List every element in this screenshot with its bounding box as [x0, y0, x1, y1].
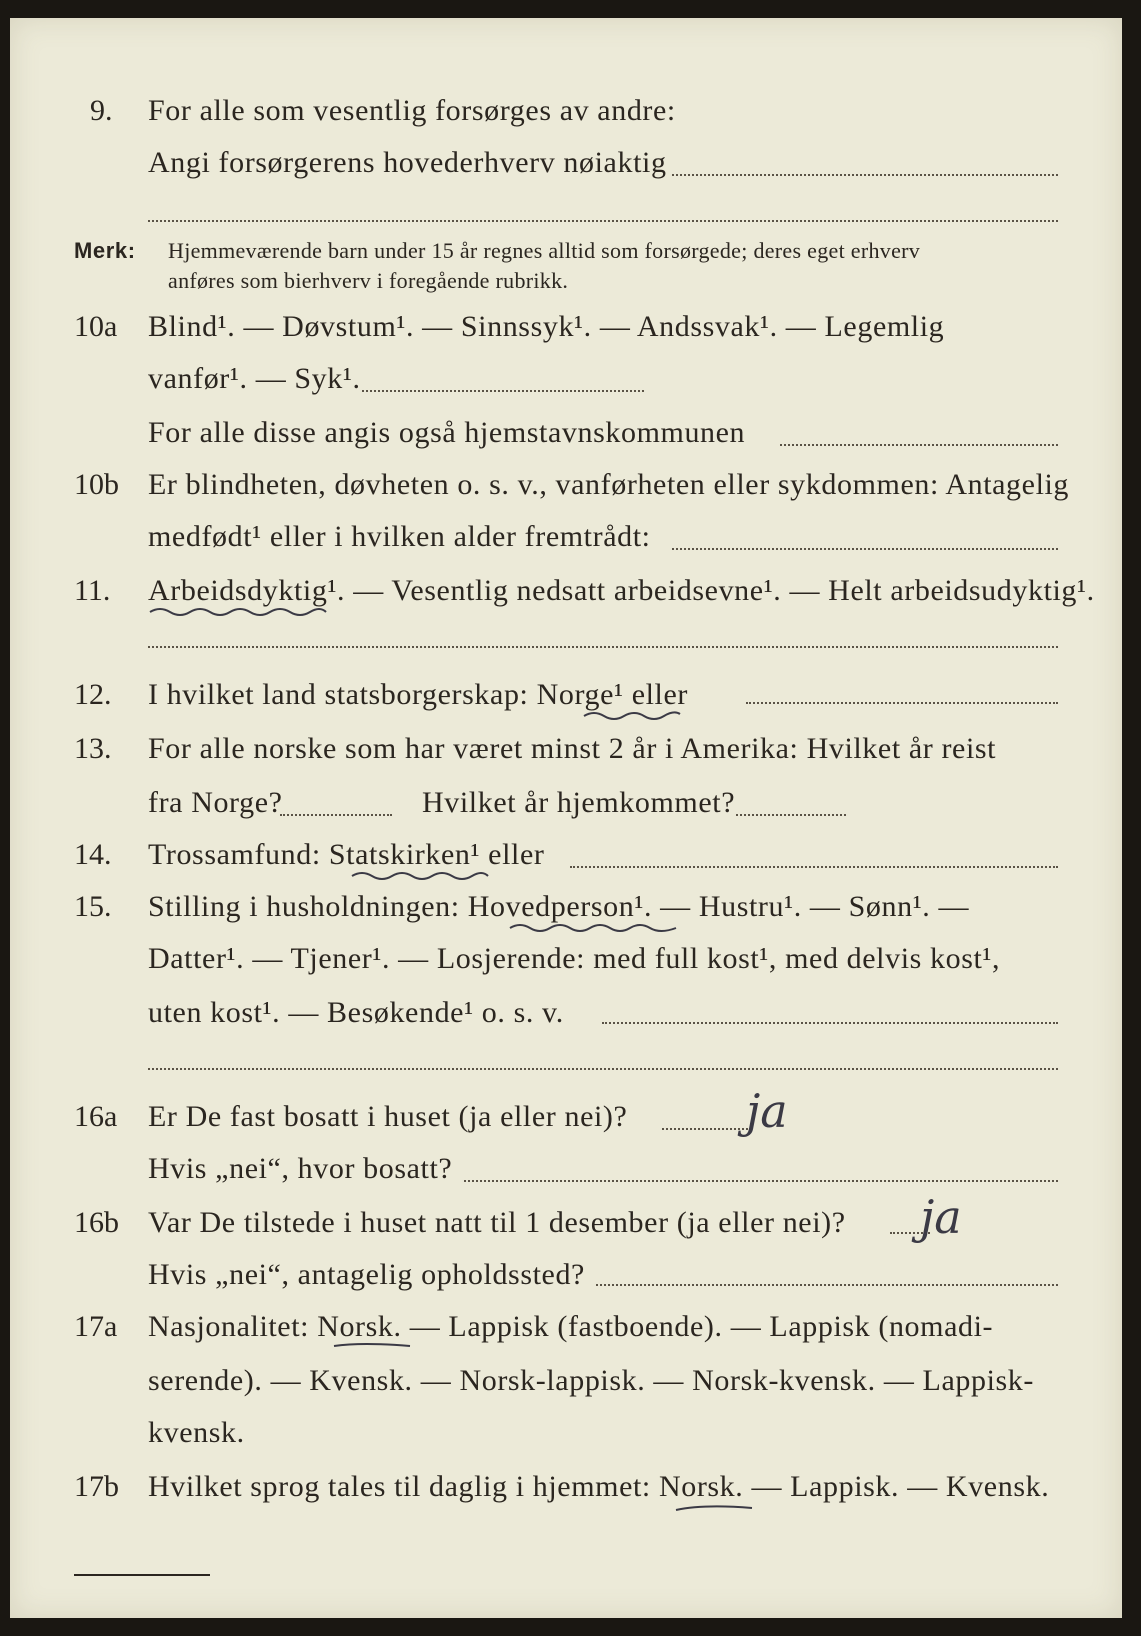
census-form-page	[10, 18, 1122, 1618]
q10a-answer-line[interactable]	[362, 390, 644, 392]
q15-line3: uten kost¹. — Besøkende¹ o. s. v.	[148, 996, 564, 1029]
q17a-line2: serende). — Kvensk. — Norsk-lappisk. — Norsk-kvensk. — Lappisk-	[148, 1364, 1034, 1397]
footnote-rule	[74, 1574, 210, 1576]
q14-number: 14.	[74, 838, 112, 871]
q16a-line2: Hvis „nei“, hvor bosatt?	[148, 1152, 453, 1185]
q12-number: 12.	[74, 678, 112, 711]
q16b-opholdssted-line[interactable]	[596, 1284, 1058, 1286]
q16b-line2: Hvis „nei“, antagelig opholdssted?	[148, 1258, 585, 1291]
q13-line2a: fra Norge?	[148, 786, 283, 819]
q16b-number: 16b	[74, 1206, 119, 1239]
q13-number: 13.	[74, 732, 112, 765]
q9-answer-line-2[interactable]	[148, 220, 1058, 222]
q10b-answer-line[interactable]	[672, 548, 1058, 550]
q10b-line2: medfødt¹ eller i hvilken alder fremtrådt:	[148, 520, 651, 553]
q10a-line2: vanfør¹. — Syk¹.	[148, 362, 361, 395]
q11-pencil-underline	[148, 604, 328, 618]
q9-line2: Angi forsørgerens hovederhverv nøiaktig	[148, 146, 667, 179]
q16a-bosatt-line[interactable]	[464, 1180, 1058, 1182]
q9-number: 9.	[90, 94, 113, 127]
q16a-number: 16a	[74, 1100, 118, 1133]
q16a-answer-line[interactable]	[662, 1128, 752, 1130]
q14-line1: Trossamfund: Statskirken¹ eller	[148, 838, 545, 871]
q9-line1: For alle som vesentlig forsørges av andre:	[148, 94, 676, 127]
q17b-pencil-underline	[674, 1502, 754, 1514]
q13-reist-year-line[interactable]	[280, 814, 392, 816]
q16a-line1: Er De fast bosatt i huset (ja eller nei)?	[148, 1100, 628, 1133]
q17a-pencil-underline	[332, 1340, 412, 1352]
q10b-line1: Er blindheten, døvheten o. s. v., vanførheten eller sykdommen: Antagelig	[148, 468, 1070, 501]
q17a-line1: Nasjonalitet: Norsk. — Lappisk (fastboende). — Lappisk (nomadi-	[148, 1310, 994, 1343]
q15-answer-line[interactable]	[602, 1022, 1058, 1024]
q10b-number: 10b	[74, 468, 119, 501]
q9-answer-line[interactable]	[672, 174, 1058, 176]
q17a-number: 17a	[74, 1310, 118, 1343]
q12-answer-line[interactable]	[746, 702, 1058, 704]
q11-answer-line[interactable]	[148, 646, 1058, 648]
q17b-line1: Hvilket sprog tales til daglig i hjemmet: Norsk. — Lappisk. — Kvensk.	[148, 1470, 1050, 1503]
q13-hjem-year-line[interactable]	[736, 814, 846, 816]
merk-line1: Hjemmeværende barn under 15 år regnes alltid som forsørgede; deres eget erhverv	[168, 238, 921, 263]
q16b-handwritten-answer: ja	[920, 1190, 962, 1244]
q15-number: 15.	[74, 890, 112, 923]
q16b-line1: Var De tilstede i huset natt til 1 desember (ja eller nei)?	[148, 1206, 846, 1239]
q15-line1: Stilling i husholdningen: Hovedperson¹. — Hustru¹. — Sønn¹. —	[148, 890, 970, 923]
q12-line1: I hvilket land statsborgerskap: Norge¹ eller	[148, 678, 688, 711]
q16a-handwritten-answer: ja	[746, 1084, 788, 1138]
q10a-line3: For alle disse angis også hjemstavnskommunen	[148, 416, 746, 449]
merk-line2: anføres som bierhverv i foregående rubrikk.	[168, 268, 569, 293]
q10a-hjemstavn-line[interactable]	[780, 444, 1058, 446]
q15-pencil-underline	[508, 920, 678, 934]
q11-line1: Arbeidsdyktig¹. — Vesentlig nedsatt arbeidsevne¹. — Helt arbeidsudyktig¹.	[148, 574, 1095, 607]
q14-answer-line[interactable]	[570, 866, 1058, 868]
q17b-number: 17b	[74, 1470, 119, 1503]
q13-line1: For alle norske som har været minst 2 år i Amerika: Hvilket år reist	[148, 732, 997, 765]
q15-answer-line-2[interactable]	[148, 1068, 1058, 1070]
merk-label: Merk:	[74, 238, 136, 263]
q13-line2b: Hvilket år hjemkommet?	[422, 786, 736, 819]
q10a-line1: Blind¹. — Døvstum¹. — Sinnssyk¹. — Andssvak¹. — Legemlig	[148, 310, 945, 343]
q15-line2: Datter¹. — Tjener¹. — Losjerende: med full kost¹, med delvis kost¹,	[148, 942, 1001, 975]
q10a-number: 10a	[74, 310, 118, 343]
q17a-line3: kvensk.	[148, 1416, 245, 1449]
q14-pencil-underline	[350, 868, 490, 882]
q12-pencil-underline	[582, 708, 682, 722]
q11-number: 11.	[74, 574, 111, 607]
